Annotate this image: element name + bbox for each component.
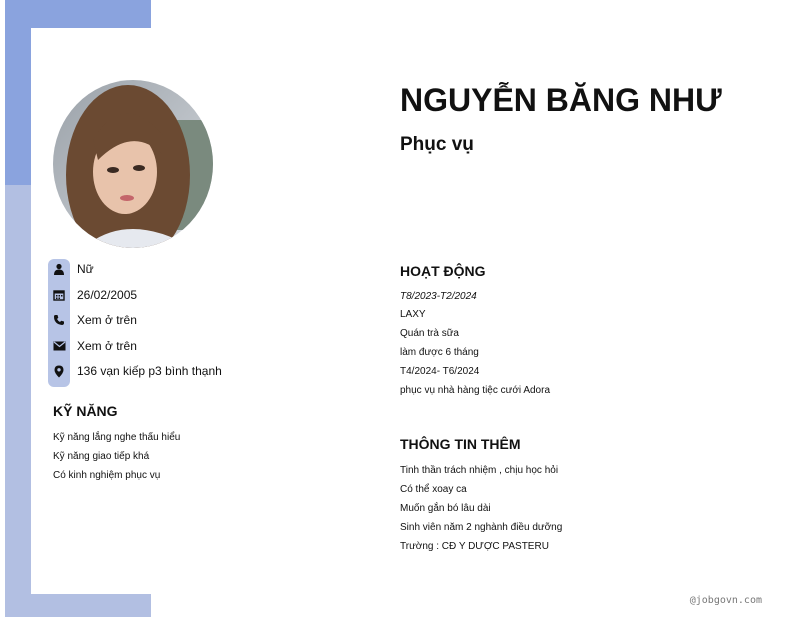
activity-line: T4/2024- T6/2024 (400, 366, 480, 377)
address-text: 136 vạn kiếp p3 bình thạnh (77, 364, 222, 378)
extra-info-line: Sinh viên năm 2 nghành điều dưỡng (400, 522, 563, 533)
profile-photo (53, 80, 213, 248)
activity-line: T8/2023-T2/2024 (400, 291, 477, 302)
skill-item: Kỹ năng lắng nghe thấu hiểu (53, 432, 181, 443)
contact-address (48, 360, 222, 382)
activity-line: làm được 6 tháng (400, 347, 479, 358)
extra-info-line: Tinh thần trách nhiệm , chịu học hỏi (400, 465, 559, 476)
skills-heading: KỸ NĂNG (53, 403, 118, 419)
watermark: @jobgovn.com (689, 595, 762, 606)
activities-heading: HOẠT ĐỘNG (400, 263, 486, 279)
email-text: Xem ở trên (77, 339, 137, 353)
phone-text: Xem ở trên (77, 313, 137, 327)
activity-line: LAXY (400, 309, 426, 320)
extra-info-line: Muốn gắn bó lâu dài (400, 503, 491, 514)
birthdate-text: 26/02/2005 (77, 288, 138, 302)
person-icon (48, 258, 70, 280)
gender-text: Nữ (77, 262, 94, 276)
contact-email (48, 335, 137, 357)
activity-line: Quán trà sữa (400, 328, 459, 339)
location-pin-icon (48, 360, 70, 382)
extra-info-heading: THÔNG TIN THÊM (400, 436, 521, 452)
calendar-icon (48, 284, 70, 306)
skill-item: Có kinh nghiệm phục vụ (53, 470, 161, 481)
skill-item: Kỹ năng giao tiếp khá (53, 451, 150, 462)
extra-info-line: Có thể xoay ca (400, 484, 467, 495)
mail-icon (48, 335, 70, 357)
contact-phone (48, 309, 137, 331)
phone-icon (48, 309, 70, 331)
activity-line: phục vụ nhà hàng tiệc cưới Adora (400, 385, 551, 396)
contact-birthdate (48, 284, 137, 306)
candidate-name: NGUYỄN BĂNG NHƯ (400, 82, 722, 118)
extra-info-line: Trường : CĐ Y DƯỢC PASTERU (400, 541, 549, 552)
contact-gender (48, 258, 94, 280)
candidate-role: Phục vụ (400, 134, 474, 155)
